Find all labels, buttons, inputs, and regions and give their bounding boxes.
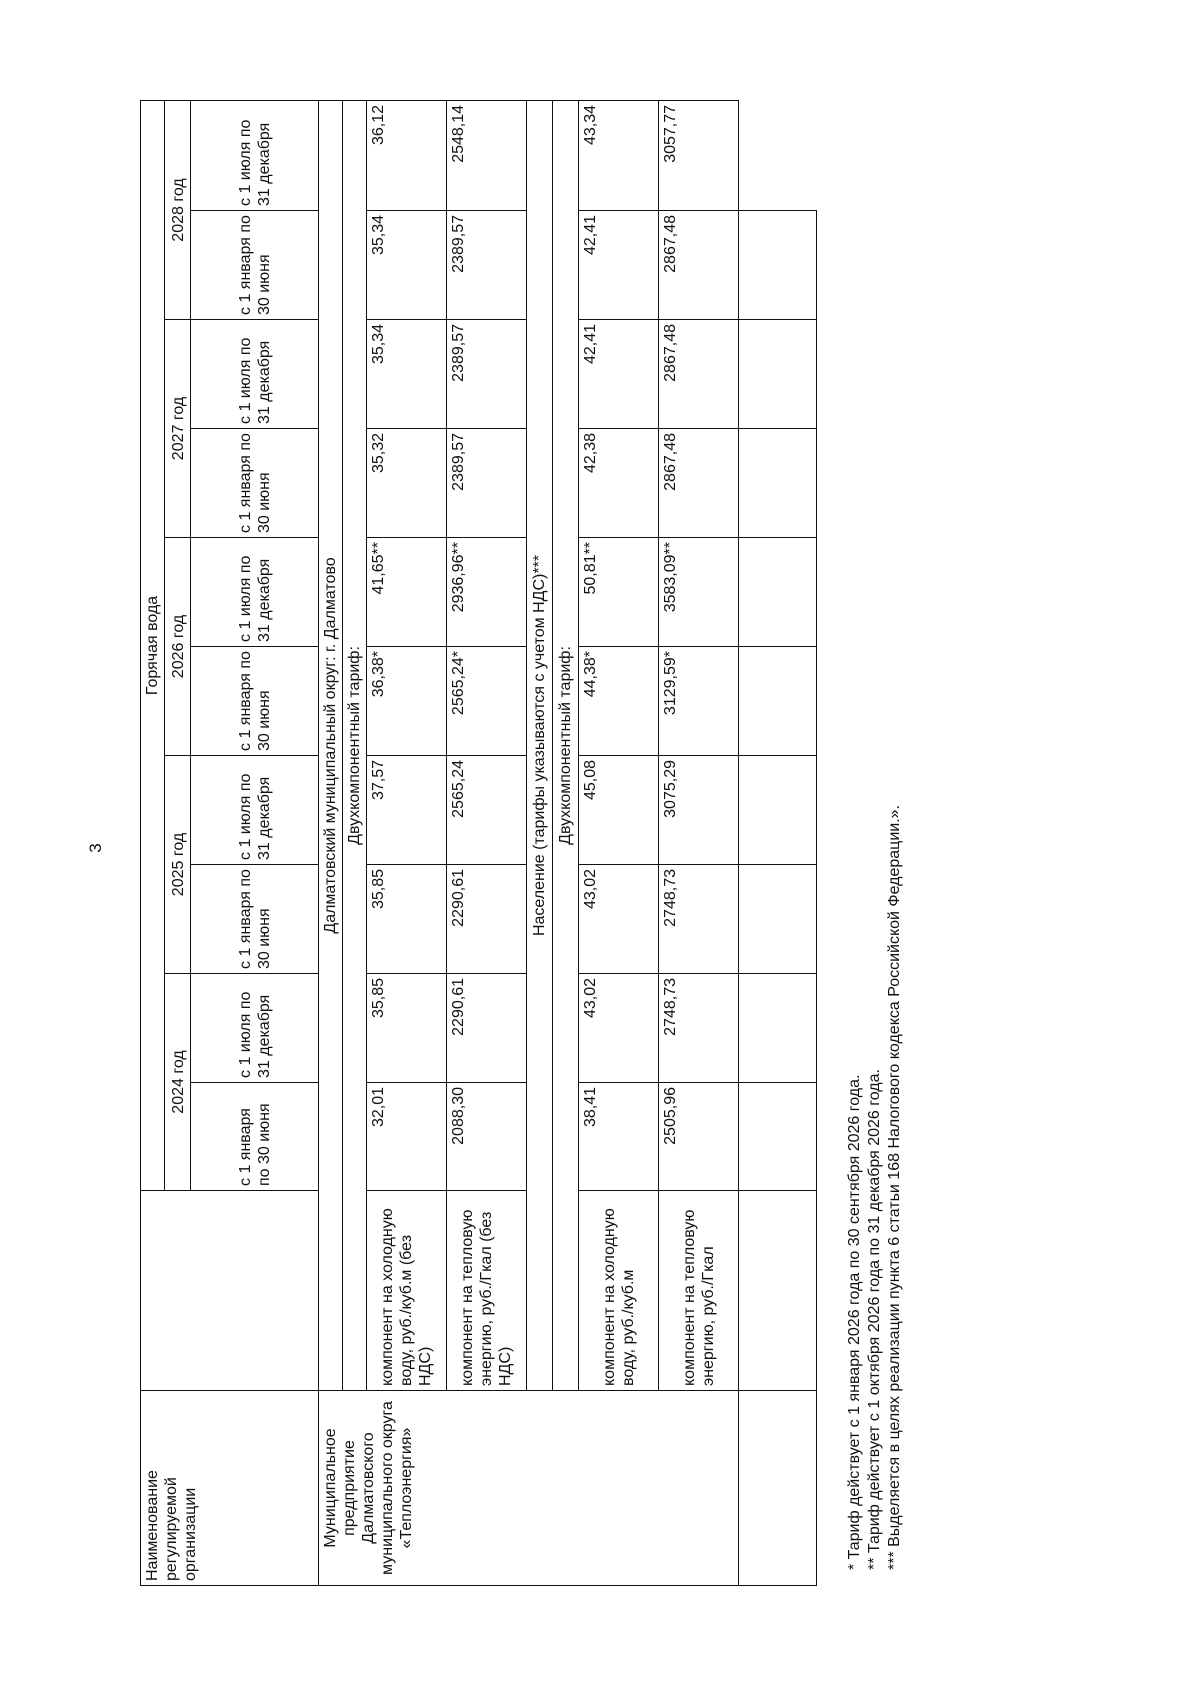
- value-cell: 50,81**: [579, 538, 659, 647]
- empty-cell: [739, 865, 817, 974]
- value-cell: 36,12: [367, 100, 447, 210]
- footnote: *** Выделяется в целях реализации пункта 6 статьи 168 Налогового кодекса Российской Федерации.».: [886, 804, 903, 1570]
- empty-cell: [739, 211, 817, 320]
- value-cell: 32,01: [367, 1083, 447, 1191]
- value-cell: 2389,57: [447, 211, 527, 320]
- year-header: 2025 год: [165, 756, 191, 974]
- value-cell: 43,02: [579, 974, 659, 1083]
- row-label: компонент на тепловую энергию, руб./Гкал: [659, 1191, 739, 1391]
- value-cell: 43,34: [579, 100, 659, 210]
- value-cell: 2867,48: [659, 320, 739, 429]
- section-row: [319, 100, 343, 1585]
- row-label: компонент на тепловую энергию, руб./Гкал (без НДС): [447, 1191, 527, 1391]
- section-row: [343, 100, 367, 1585]
- period-header: с 1 июля по 31 декабря: [191, 320, 319, 429]
- header-blank: [141, 1191, 319, 1391]
- table-row: [659, 100, 739, 1585]
- footnote: * Тариф действует с 1 января 2026 года по 30 сентября 2026 года.: [846, 1074, 863, 1570]
- value-cell: 2565,24: [447, 756, 527, 865]
- table-row: [367, 100, 447, 1585]
- empty-cell: [739, 974, 817, 1083]
- empty-cell: [739, 429, 817, 538]
- empty-cell: [739, 1191, 817, 1391]
- value-cell: 2936,96**: [447, 538, 527, 647]
- value-cell: 36,38*: [367, 647, 447, 756]
- table-row: [447, 100, 527, 1585]
- value-cell: 42,38: [579, 429, 659, 538]
- header-row-1: [141, 100, 165, 1585]
- value-cell: 2505,96: [659, 1083, 739, 1191]
- value-cell: 35,34: [367, 211, 447, 320]
- value-cell: 43,02: [579, 865, 659, 974]
- value-cell: 37,57: [367, 756, 447, 865]
- period-header: с 1 января по 30 июня: [191, 865, 319, 974]
- table-row-empty: [739, 100, 817, 1585]
- tariff-table: [140, 100, 817, 1586]
- value-cell: 2565,24*: [447, 647, 527, 756]
- period-header: с 1 января по 30 июня: [191, 647, 319, 756]
- value-cell: 2867,48: [659, 429, 739, 538]
- section-row: [527, 100, 553, 1585]
- value-cell: 2748,73: [659, 974, 739, 1083]
- value-cell: 38,41: [579, 1083, 659, 1191]
- value-cell: 2548,14: [447, 100, 527, 210]
- period-header: с 1 июля по 31 декабря: [191, 756, 319, 865]
- period-header: с 1 января по 30 июня: [191, 211, 319, 320]
- value-cell: 3057,77: [659, 100, 739, 210]
- value-cell: 3583,09**: [659, 538, 739, 647]
- empty-cell: [739, 538, 817, 647]
- year-header: 2024 год: [165, 974, 191, 1191]
- tariff-table-rotated: [140, 101, 814, 1586]
- value-cell: 44,38*: [579, 647, 659, 756]
- value-cell: 2290,61: [447, 865, 527, 974]
- value-cell: 2088,30: [447, 1083, 527, 1191]
- value-cell: 2389,57: [447, 429, 527, 538]
- section-municipality: Далматовский муниципальный округ: г. Далматово: [319, 100, 343, 1390]
- value-cell: 35,34: [367, 320, 447, 429]
- table-row: [579, 100, 659, 1585]
- empty-cell: [739, 1083, 817, 1191]
- value-cell: 2389,57: [447, 320, 527, 429]
- empty-cell: [739, 756, 817, 865]
- value-cell: 35,32: [367, 429, 447, 538]
- footnotes: [845, 804, 935, 1570]
- row-label: компонент на холодную воду, руб./куб.м (без НДС): [367, 1191, 447, 1391]
- header-group: Горячая вода: [141, 100, 165, 1190]
- value-cell: 3075,29: [659, 756, 739, 865]
- period-header: с 1 июля по 31 декабря: [191, 974, 319, 1083]
- section-row: [553, 100, 579, 1585]
- section-two-component: Двухкомпонентный тариф:: [343, 100, 367, 1390]
- empty-cell: [739, 1391, 817, 1586]
- value-cell: 35,85: [367, 974, 447, 1083]
- value-cell: 2867,48: [659, 211, 739, 320]
- period-header: с 1 января по 30 июня: [191, 1083, 319, 1191]
- section-two-component: Двухкомпонентный тариф:: [553, 100, 579, 1390]
- period-header: с 1 января по 30 июня: [191, 429, 319, 538]
- organization-name: Муниципальное предприятие Далматовского муниципального округа «Теплоэнергия»: [319, 1391, 739, 1586]
- period-header: с 1 июля по 31 декабря: [191, 100, 319, 210]
- row-label: компонент на холодную воду, руб./куб.м: [579, 1191, 659, 1391]
- year-header: 2026 год: [165, 538, 191, 756]
- empty-cell: [739, 647, 817, 756]
- value-cell: 2290,61: [447, 974, 527, 1083]
- header-name: Наименование регулируемой организации: [141, 1391, 319, 1586]
- value-cell: 45,08: [579, 756, 659, 865]
- value-cell: 41,65**: [367, 538, 447, 647]
- page-number: 3: [86, 843, 105, 853]
- year-header: 2027 год: [165, 320, 191, 538]
- value-cell: 42,41: [579, 211, 659, 320]
- footnote: ** Тариф действует с 1 октября 2026 года по 31 декабря 2026 года.: [866, 1069, 883, 1570]
- section-population: Население (тарифы указываются с учетом НДС)***: [527, 100, 553, 1390]
- empty-cell: [739, 320, 817, 429]
- value-cell: 42,41: [579, 320, 659, 429]
- value-cell: 3129,59*: [659, 647, 739, 756]
- year-header: 2028 год: [165, 100, 191, 319]
- period-header: с 1 июля по 31 декабря: [191, 538, 319, 647]
- value-cell: 2748,73: [659, 865, 739, 974]
- value-cell: 35,85: [367, 865, 447, 974]
